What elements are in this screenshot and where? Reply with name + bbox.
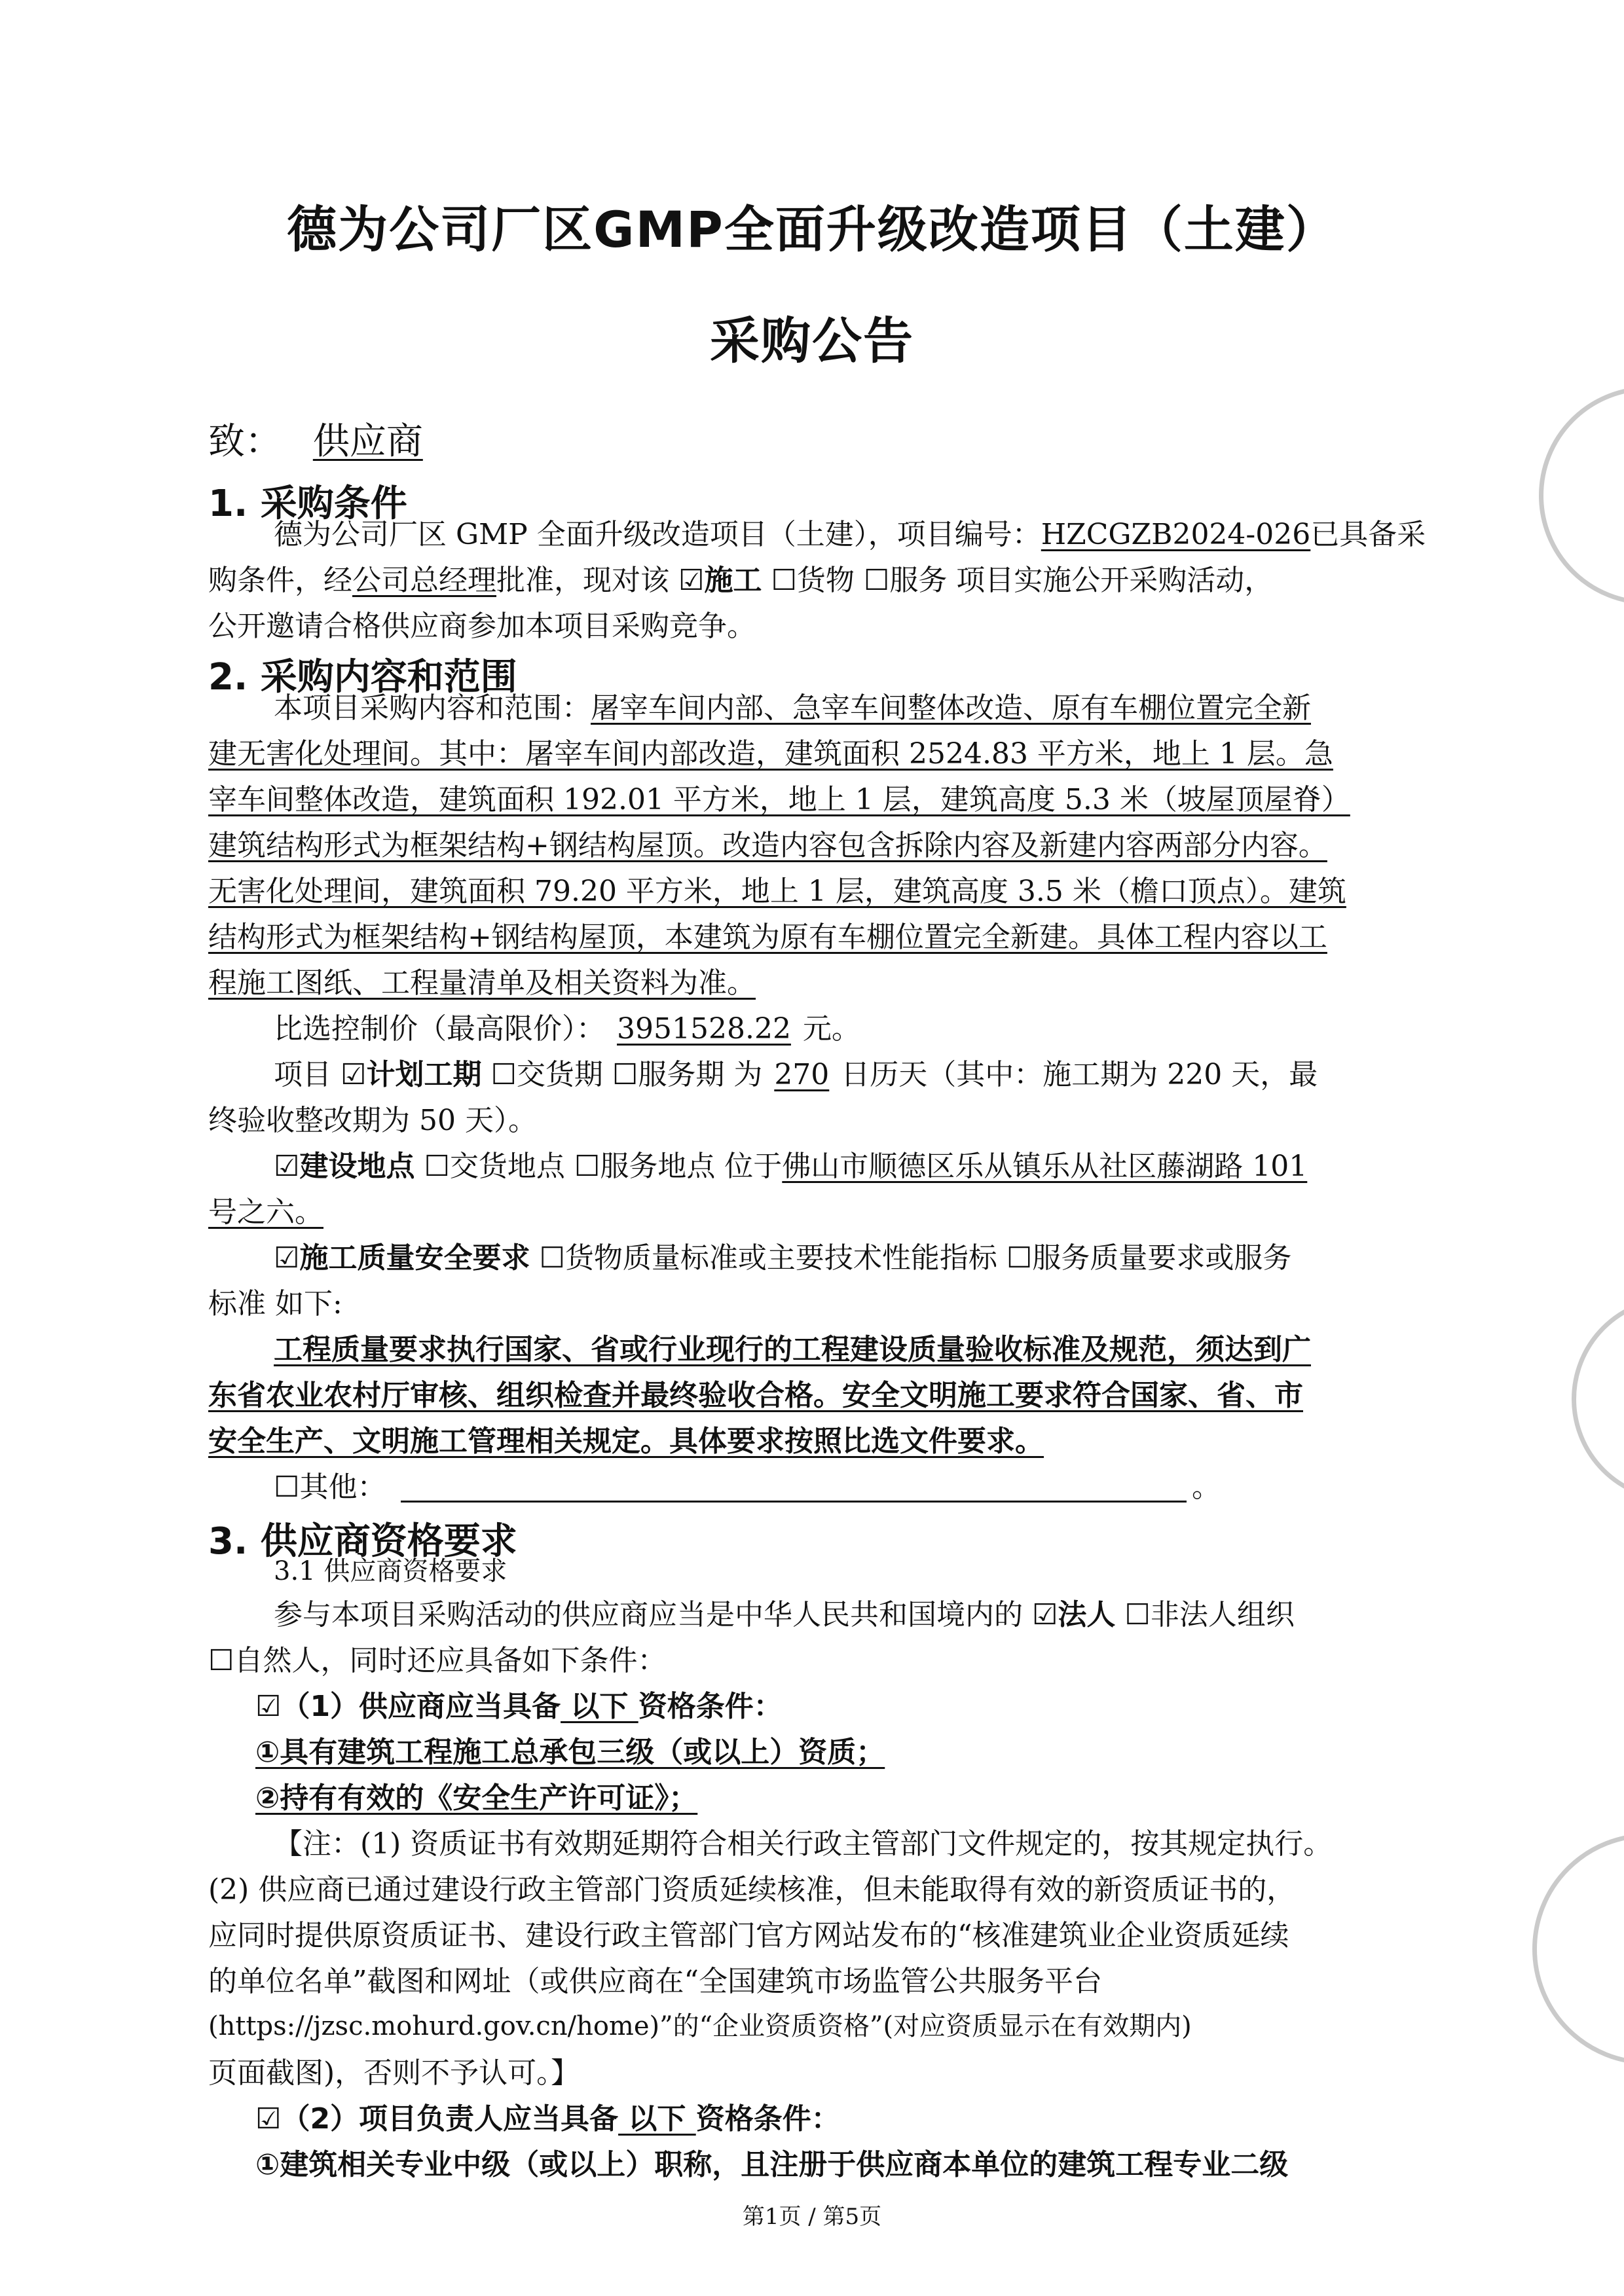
s3-subheading: 3.1 供应商资格要求 bbox=[274, 1556, 507, 1586]
req-1-line bbox=[255, 1692, 783, 1721]
s2-scope-line-2: 建无害化处理间。其中：屠宰车间内部改造，建筑面积 2524.83 平方米，地上 1 层。急 bbox=[208, 737, 1333, 771]
duration-line-2: 终验收整改期为 50 天）。 bbox=[208, 1104, 537, 1137]
note-line-5: (https://jzsc.mohurd.gov.cn/home)”的“企业资质资格”(对应资质显示在有效期内) bbox=[208, 2011, 1192, 2041]
s1-line-1 bbox=[274, 520, 1426, 549]
s2-scope-line-6: 结构形式为框架结构+钢结构屋顶，本建筑为原有车棚位置完全新建。具体工程内容以工 bbox=[208, 920, 1327, 954]
s2-scope-line-7: 程施工图纸、工程量清单及相关资料为准。 bbox=[208, 966, 756, 1000]
req-qualifier: 以下 bbox=[561, 1690, 638, 1723]
seal-stamp-bottom bbox=[1532, 1833, 1624, 2065]
req-2-item-1: ①建筑相关专业中级（或以上）职称，且注册于供应商本单位的建筑工程专业二级 bbox=[255, 2148, 1289, 2181]
s2-scope-line-4: 建筑结构形式为框架结构+钢结构屋顶。改造内容包含拆除内容及新建内容两部分内容。 bbox=[208, 829, 1327, 862]
s2-scope-line-3: 宰车间整体改造，建筑面积 192.01 平方米，地上 1 层，建筑高度 5.3 米（坡屋顶屋脊） bbox=[208, 783, 1350, 816]
quality-req-3: 安全生产、文明施工管理相关规定。具体要求按照比选文件要求。 bbox=[208, 1425, 1044, 1458]
document-subtitle: 采购公告 bbox=[710, 312, 914, 370]
quality-req-2: 东省农业农村厅审核、组织检查并最终验收合格。安全文明施工要求符合国家、省、市 bbox=[208, 1379, 1303, 1412]
location-line-1 bbox=[274, 1152, 1307, 1181]
s1-text: 德为公司厂区 GMP 全面升级改造项目（土建），项目编号： bbox=[274, 518, 1041, 551]
s1-text: ☐货物 ☐服务 项目实施公开采购活动， bbox=[762, 564, 1274, 597]
document-title: 德为公司厂区GMP全面升级改造项目（土建） bbox=[287, 200, 1337, 259]
addressee bbox=[208, 412, 443, 465]
quality-req-1: 工程质量要求执行国家、省或行业现行的工程建设质量验收标准及规范，须达到广 bbox=[274, 1333, 1311, 1366]
page-footer: 第1页 / 第5页 bbox=[742, 2204, 882, 2230]
quality-line-1 bbox=[274, 1241, 1292, 1275]
s1-text: 已具备采 bbox=[1310, 518, 1426, 551]
checkbox-legal-person: ☑法人 bbox=[1031, 1598, 1116, 1631]
addressee-value: 供应商 bbox=[312, 420, 423, 463]
scope-text: 屠宰车间内部、急宰车间整体改造、原有车棚位置完全新 bbox=[591, 691, 1311, 725]
s1-text: 购条件，经 bbox=[208, 564, 352, 597]
other-end: 。 bbox=[1192, 1470, 1221, 1504]
price-line bbox=[274, 1012, 860, 1046]
duration-text: ☐交货期 ☐服务期 为 bbox=[481, 1058, 763, 1091]
checkbox-construction: ☑施工 bbox=[678, 564, 762, 597]
req-text: 资格条件： bbox=[638, 1690, 783, 1723]
req-text: ☑（2）项目负责人应当具备 bbox=[255, 2102, 619, 2136]
note-line-3: 应同时提供原资质证书、建设行政主管部门官方网站发布的“核准建筑业企业资质延续 bbox=[208, 1919, 1289, 1952]
addressee-label: 致： bbox=[208, 420, 282, 463]
req-1-item-2: ②持有有效的《安全生产许可证》； bbox=[255, 1781, 698, 1815]
eligibility-line-2: ☐自然人，同时还应具备如下条件： bbox=[208, 1644, 667, 1677]
duration-days: 270 bbox=[774, 1058, 830, 1091]
location-address: 佛山市顺德区乐从镇乐从社区藤湖路 101 bbox=[782, 1150, 1308, 1183]
price-label: 比选控制价（最高限价）： bbox=[274, 1012, 605, 1046]
s1-line-3: 公开邀请合格供应商参加本项目采购竞争。 bbox=[208, 610, 756, 643]
s2-scope-line-1 bbox=[274, 691, 1311, 725]
section-2-heading: 2. 采购内容和范围 bbox=[208, 656, 517, 699]
quality-line-2: 标准 如下: bbox=[208, 1287, 342, 1321]
section-3-heading: 3. 供应商资格要求 bbox=[208, 1520, 517, 1563]
s2-scope-line-5: 无害化处理间，建筑面积 79.20 平方米，地上 1 层，建筑高度 3.5 米（檐口顶点）。建筑 bbox=[208, 875, 1346, 908]
eligibility-text: 参与本项目采购活动的供应商应当是中华人民共和国境内的 bbox=[274, 1598, 1032, 1631]
req-text: ☑（1）供应商应当具备 bbox=[255, 1690, 561, 1723]
eligibility-text: ☐非法人组织 bbox=[1115, 1598, 1295, 1631]
duration-text: 项目 bbox=[274, 1058, 341, 1091]
duration-line-1 bbox=[274, 1058, 1318, 1091]
note-line-4: 的单位名单”截图和网址（或供应商在“全国建筑市场监管公共服务平台 bbox=[208, 1965, 1102, 1998]
approver: 公司总经理 bbox=[352, 564, 496, 597]
location-line-2: 号之六。 bbox=[208, 1195, 323, 1229]
project-number: HZCGZB2024-026 bbox=[1041, 518, 1311, 551]
other-label: ☐其他： bbox=[274, 1470, 386, 1504]
checkbox-quality-safety: ☑施工质量安全要求 bbox=[274, 1241, 530, 1275]
seal-stamp-top bbox=[1539, 386, 1624, 605]
price-unit: 元。 bbox=[802, 1012, 860, 1046]
note-line-1: 【注：(1) 资质证书有效期延期符合相关行政主管部门文件规定的，按其规定执行。 bbox=[274, 1827, 1333, 1861]
s1-text: 批准，现对该 bbox=[496, 564, 678, 597]
other-blank-line bbox=[401, 1501, 1187, 1503]
note-line-2: (2) 供应商已通过建设行政主管部门资质延续核准，但未能取得有效的新资质证书的， bbox=[208, 1873, 1296, 1906]
section-1-heading: 1. 采购条件 bbox=[208, 483, 407, 525]
quality-text: ☐货物质量标准或主要技术性能指标 ☐服务质量要求或服务 bbox=[530, 1241, 1292, 1275]
checkbox-construction-site: ☑建设地点 bbox=[274, 1150, 415, 1183]
req-2-line bbox=[255, 2102, 840, 2136]
location-text: ☐交货地点 ☐服务地点 位于 bbox=[415, 1150, 783, 1183]
note-line-6: 页面截图)，否则不予认可。】 bbox=[208, 2056, 580, 2090]
s2-text: 本项目采购内容和范围： bbox=[274, 691, 591, 725]
req-1-item-1: ①具有建筑工程施工总承包三级（或以上）资质； bbox=[255, 1736, 885, 1769]
price-value: 3951528.22 bbox=[617, 1012, 791, 1046]
req-qualifier: 以下 bbox=[618, 2102, 696, 2136]
eligibility-line-1 bbox=[274, 1598, 1295, 1631]
seal-stamp-middle bbox=[1572, 1296, 1624, 1502]
req-text: 资格条件： bbox=[695, 2102, 840, 2136]
checkbox-planned-duration: ☑计划工期 bbox=[341, 1058, 482, 1091]
s1-line-2 bbox=[208, 566, 1273, 595]
duration-text: 日历天（其中：施工期为 220 天，最 bbox=[841, 1058, 1318, 1091]
